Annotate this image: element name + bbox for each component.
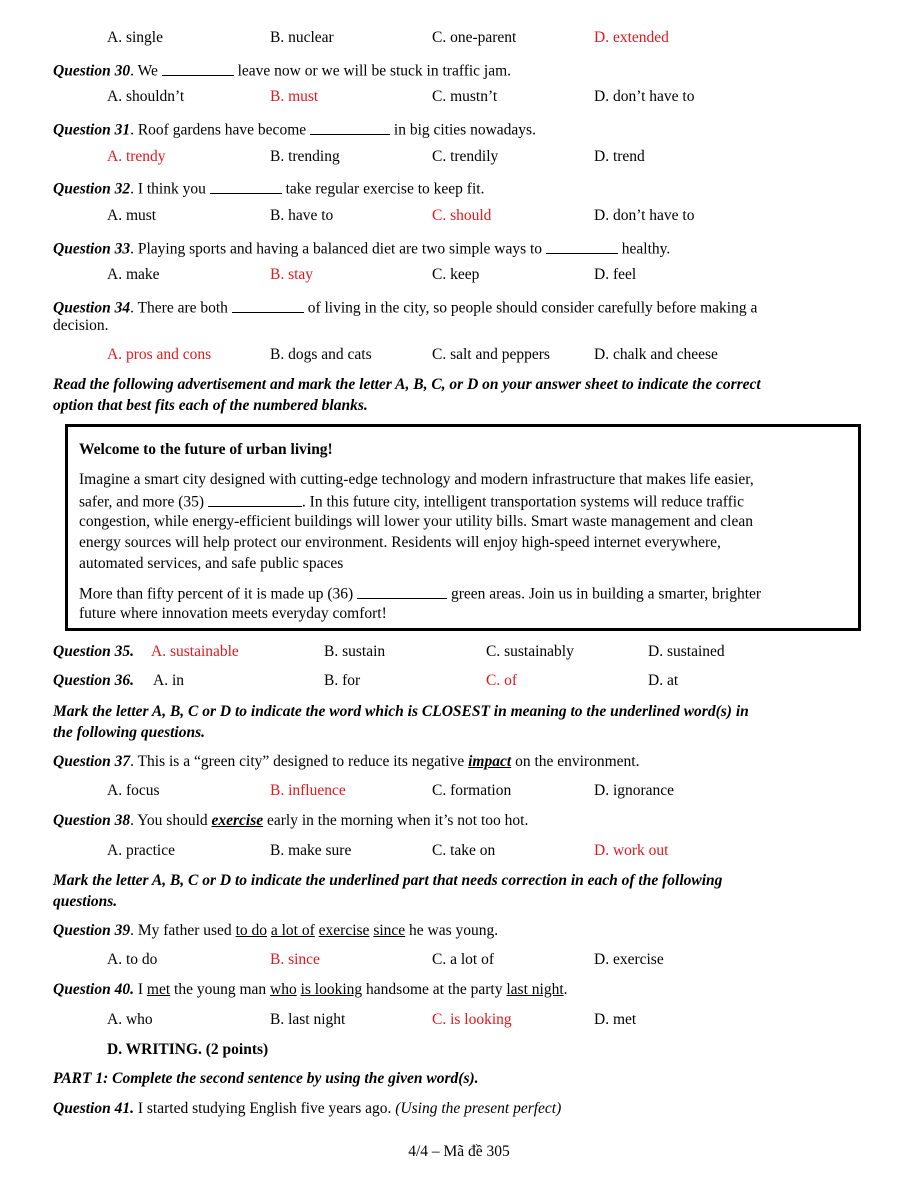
question-label: Question 40. [53,981,134,998]
instruction-error-correction-line2: questions. [53,893,118,910]
question-stem: I [137,981,144,998]
question-stem-end: . [563,981,568,998]
question-label: Question 38 [53,812,131,829]
q29-option-b: B. nuclear [270,29,334,46]
answer-blank [232,296,304,313]
q32-option-c: C. should [432,207,492,224]
part-1-instruction: PART 1: Complete the second sentence by using the given word(s). [53,1070,479,1087]
question-30 [53,59,918,81]
question-stem: . You should [130,812,208,829]
q32-option-d: D. don’t have to [594,207,695,224]
question-stem: . This is a “green city” designed to reduce its negative [130,753,465,770]
underlined-part: a lot of [270,922,315,939]
ad-line-2 [79,490,852,513]
question-32 [53,177,918,199]
q36-option-c: C. of [486,672,517,689]
instruction-advertisement: Read the following advertisement and mark the letter A, B, C, or D on your answer sheet to indicate the correct [53,376,761,393]
q33-option-b: B. stay [270,266,314,283]
question-stem: . Roof gardens have become [130,121,307,139]
question-34 [53,296,918,318]
q34-option-d: D. chalk and cheese [594,346,718,363]
q31-option-b: B. trending [270,148,340,165]
instruction-closest-meaning: Mark the letter A, B, C or D to indicate the word which is CLOSEST in meaning to the underlined word(s) in [53,703,749,720]
question-label: Question 33 [53,240,131,258]
q39-option-b: B. since [270,951,320,968]
ad-line-7: future where innovation meets everyday comfort! [79,605,387,622]
q30-option-d: D. don’t have to [594,88,695,105]
ad-line-6 [79,582,852,605]
underlined-part: who [270,981,297,998]
question-stem-end: leave now or we will be stuck in traffic jam. [237,62,512,80]
underlined-part: to do [235,922,267,939]
question-label: Question 34 [53,299,131,317]
ad-text: green areas. Join us in building a smarter, brighter [450,585,762,603]
instruction-advertisement-line2: option that best fits each of the numbered blanks. [53,397,368,414]
question-label: Question 37 [53,753,131,770]
underlined-part: since [373,922,406,939]
answer-blank [310,118,390,135]
q30-option-a: A. shouldn’t [107,88,185,105]
question-38 [53,812,918,830]
instruction-closest-meaning-line2: the following questions. [53,724,206,741]
question-stem-end: healthy. [621,240,671,258]
ad-line-1: Imagine a smart city designed with cutting-edge technology and modern infrastructure that makes life easier, [79,471,754,488]
writing-section-heading: D. WRITING. (2 points) [107,1041,269,1058]
answer-blank [162,59,234,76]
question-stem-end: take regular exercise to keep fit. [285,180,485,198]
question-label: Question 30 [53,62,131,80]
q34-option-c: C. salt and peppers [432,346,550,363]
q34-option-b: B. dogs and cats [270,346,372,363]
q29-option-c: C. one-parent [432,29,517,46]
q35-option-b: B. sustain [324,643,386,660]
question-stem-end: on the environment. [515,753,640,770]
q39-option-a: A. to do [107,951,158,968]
q33-option-a: A. make [107,266,160,283]
q30-option-b: B. must [270,88,319,105]
question-34-continued: decision. [53,317,109,334]
q31-option-d: D. trend [594,148,645,165]
q34-option-a: A. pros and cons [107,346,212,363]
ad-text: . In this future city, intelligent transportation systems will reduce traffic [301,493,744,511]
question-stem: handsome at the party [366,981,503,998]
underlined-key-word: exercise [211,812,264,829]
ad-text: safer, and more (35) [79,493,205,511]
question-label: Question 31 [53,121,131,139]
q36-option-b: B. for [324,672,361,689]
answer-blank [546,237,618,254]
question-40 [53,981,918,999]
question-stem: the young man [174,981,267,998]
q36-option-d: D. at [648,672,679,689]
underlined-part: last night [506,981,564,998]
question-33 [53,237,918,259]
question-31 [53,118,918,140]
question-hint: (Using the present perfect) [395,1100,562,1117]
q33-option-c: C. keep [432,266,480,283]
question-stem: I started studying English five years ago. [137,1100,392,1117]
q35-option-a: A. sustainable [151,643,239,660]
question-41 [53,1100,918,1118]
question-label: Question 35. [53,643,134,660]
underlined-key-word: impact [468,753,512,770]
advertisement-box [65,424,861,631]
question-label: Question 32 [53,180,131,198]
q35-option-c: C. sustainably [486,643,574,660]
question-stem-end: early in the morning when it’s not too hot. [267,812,529,829]
ad-line-3: congestion, while energy-efficient buildings will lower your utility bills. Smart waste management and clean [79,513,753,530]
q38-option-a: A. practice [107,842,175,859]
q40-option-a: A. who [107,1011,153,1028]
q39-option-c: C. a lot of [432,951,494,968]
q37-option-d: D. ignorance [594,782,675,799]
question-stem: . I think you [130,180,206,198]
q37-option-a: A. focus [107,782,160,799]
ad-line-5: automated services, and safe public spaces [79,555,344,572]
answer-blank-36 [357,582,447,599]
q37-option-c: C. formation [432,782,512,799]
q38-option-c: C. take on [432,842,496,859]
q40-option-d: D. met [594,1011,637,1028]
instruction-error-correction: Mark the letter A, B, C or D to indicate the underlined part that needs correction in each of the following [53,872,723,889]
ad-line-4: energy sources will help protect our environment. Residents will enjoy high-speed internet everywhere, [79,534,721,551]
q39-option-d: D. exercise [594,951,664,968]
question-label: Question 39 [53,922,131,939]
answer-blank-35 [208,490,302,507]
question-stem-end: of living in the city, so people should consider carefully before making a [307,299,758,317]
q38-option-d: D. work out [594,842,669,859]
ad-text: More than fifty percent of it is made up (36) [79,585,354,603]
q37-option-b: B. influence [270,782,346,799]
question-stem-end: he was young. [409,922,499,939]
answer-blank [210,177,282,194]
q31-option-a: A. trendy [107,148,166,165]
question-stem: . We [130,62,158,80]
underlined-part: met [146,981,171,998]
q30-option-c: C. mustn’t [432,88,498,105]
q29-option-d: D. extended [594,29,669,46]
question-39 [53,922,918,940]
page-footer: 4/4 – Mã đề 305 [408,1143,510,1160]
q35-option-d: D. sustained [648,643,725,660]
q32-option-a: A. must [107,207,157,224]
underlined-part: is looking [300,981,363,998]
question-stem: . My father used [130,922,232,939]
q40-option-c: C. is looking [432,1011,512,1028]
q29-option-a: A. single [107,29,163,46]
q38-option-b: B. make sure [270,842,352,859]
question-label: Question 41. [53,1100,134,1117]
question-label: Question 36. [53,672,134,689]
underlined-part: exercise [318,922,370,939]
q31-option-c: C. trendily [432,148,499,165]
question-stem: . Playing sports and having a balanced diet are two simple ways to [130,240,543,258]
q36-option-a: A. in [153,672,184,689]
advertisement-title: Welcome to the future of urban living! [79,441,333,458]
q32-option-b: B. have to [270,207,334,224]
q33-option-d: D. feel [594,266,637,283]
question-stem: . There are both [130,299,228,317]
question-stem-end: in big cities nowadays. [393,121,536,139]
q40-option-b: B. last night [270,1011,346,1028]
question-37 [53,753,918,771]
